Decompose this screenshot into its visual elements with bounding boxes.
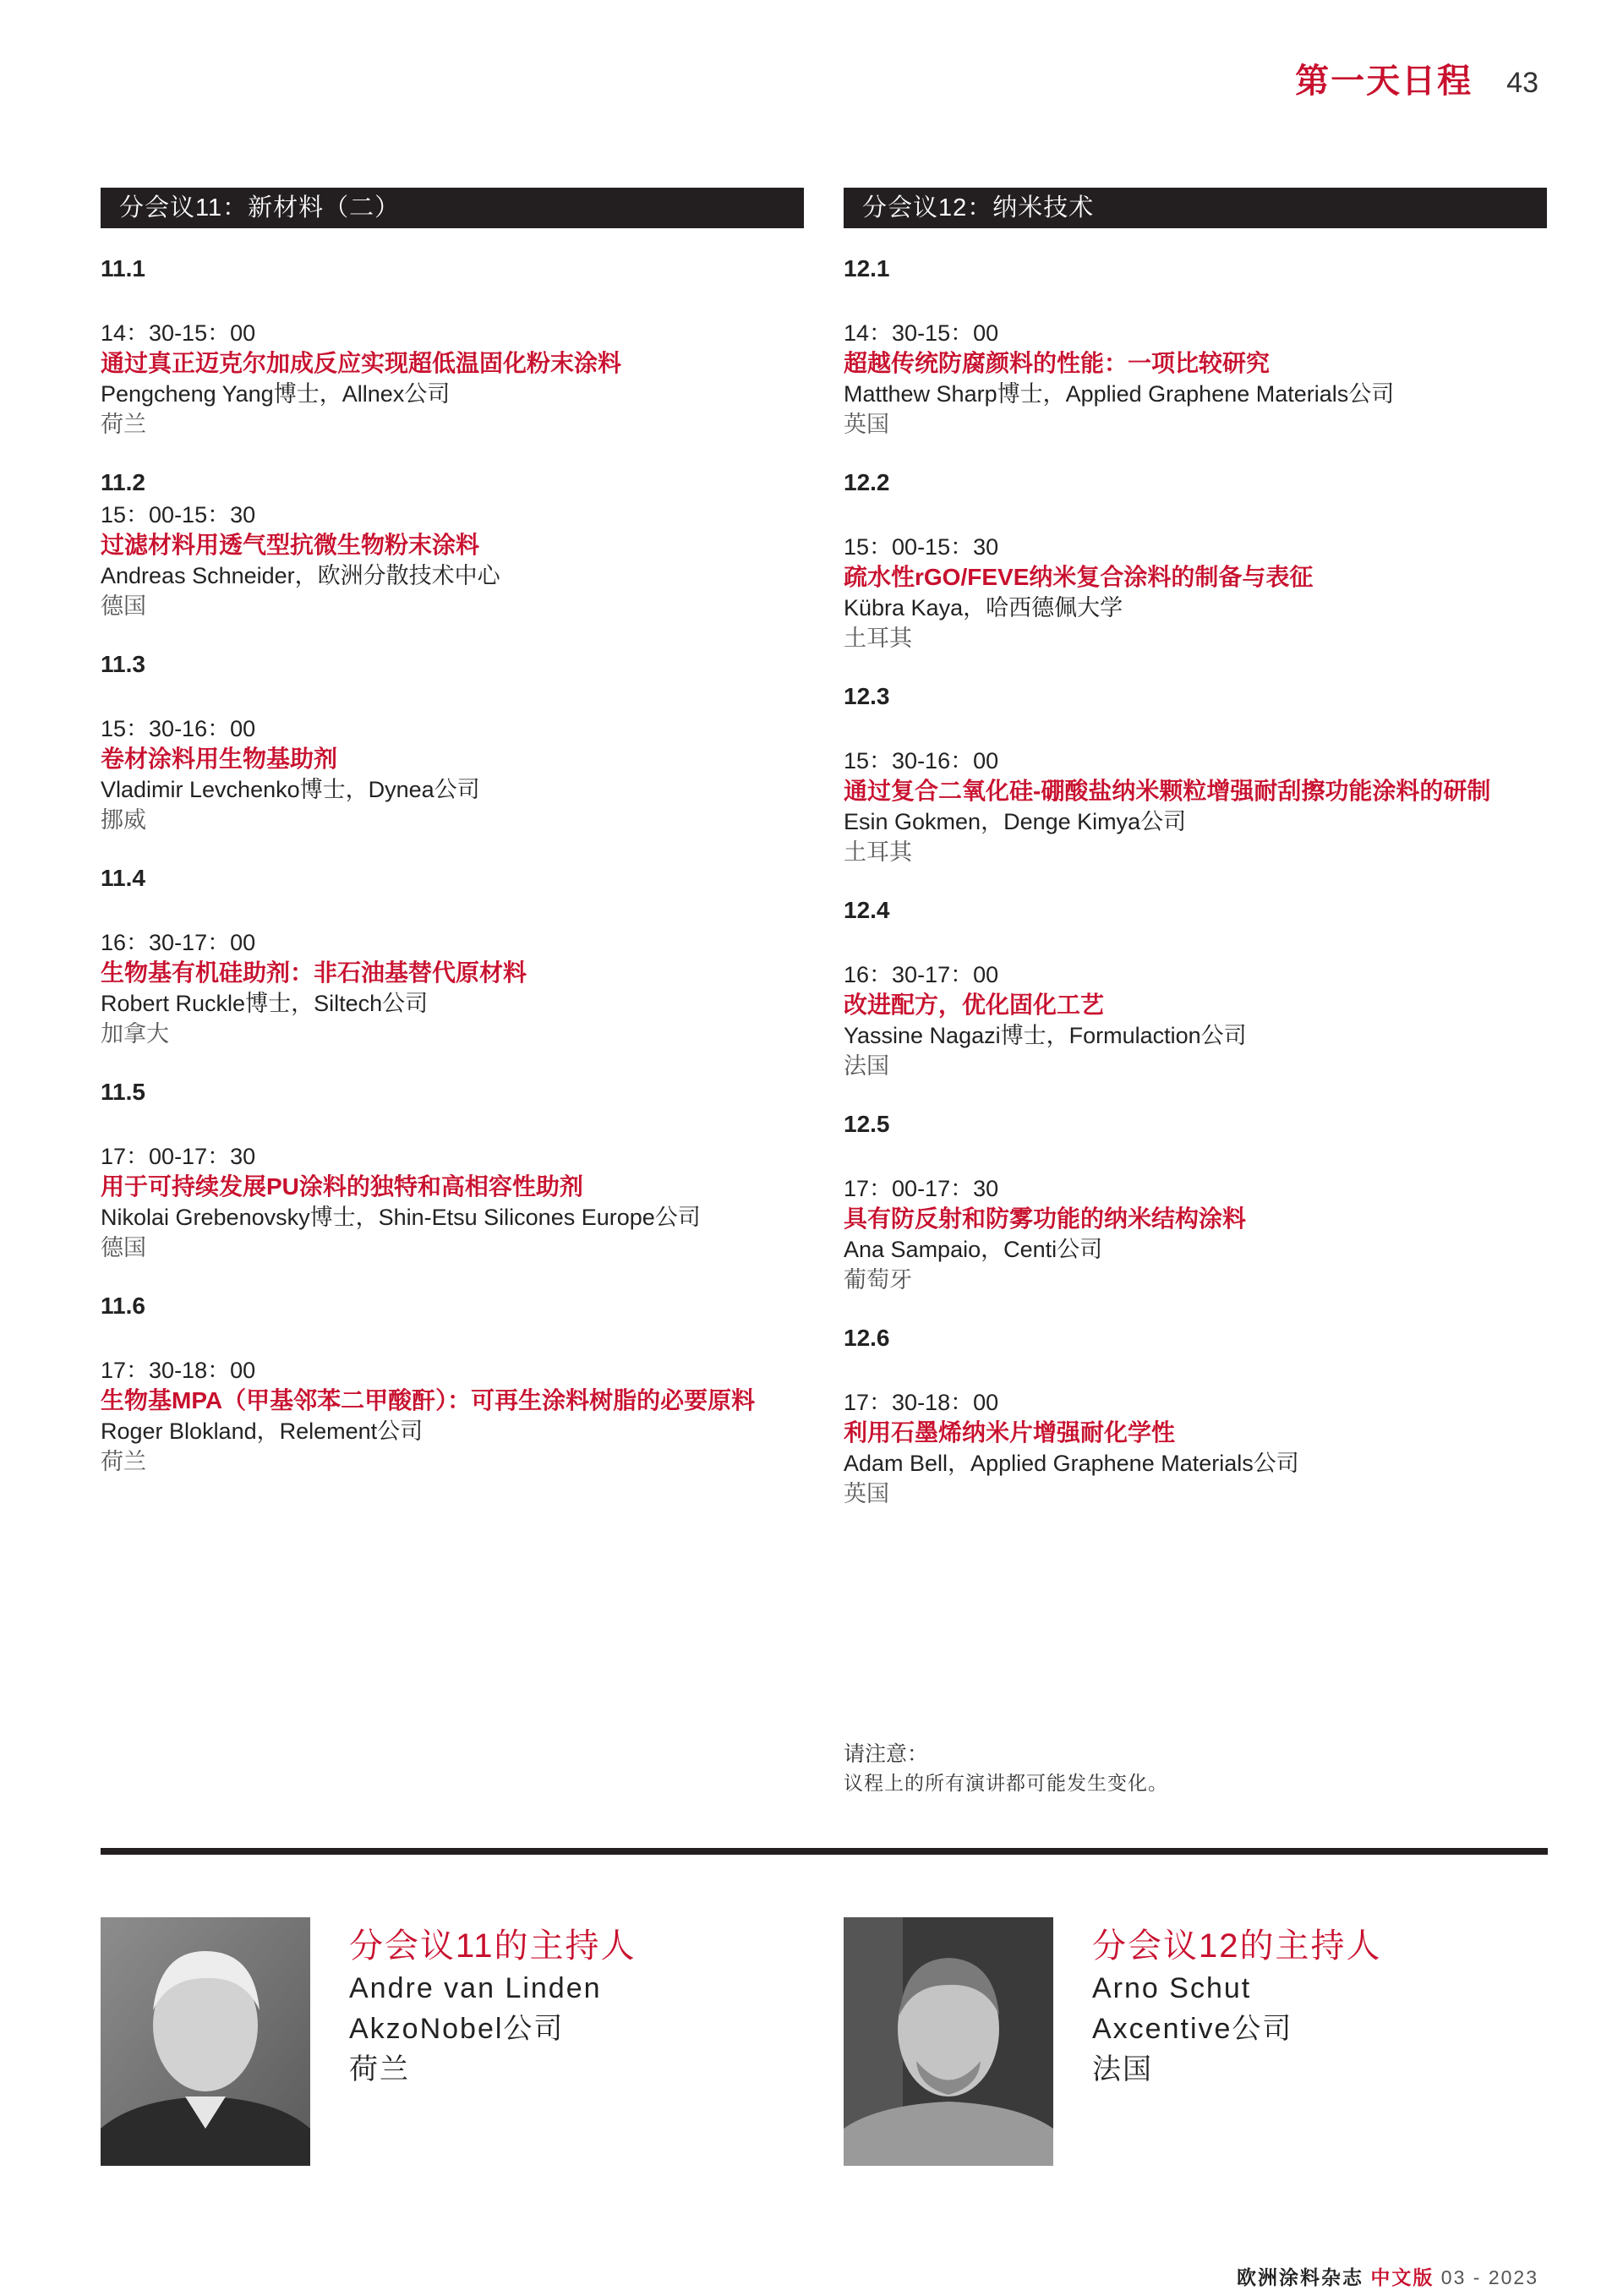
talk-item <box>844 681 1547 867</box>
page-title: 第一天日程 <box>1295 63 1473 100</box>
session-12-column <box>844 188 1547 1537</box>
talk-country: 英国 <box>844 412 889 437</box>
talk-time: 16：30-17：00 <box>844 962 999 987</box>
talk-time: 16：30-17：00 <box>101 930 256 955</box>
chair-heading: 分会议12的主持人 <box>1092 1927 1382 1965</box>
talk-speaker: Pengcheng Yang博士，Allnex公司 <box>101 381 451 407</box>
talk-country: 土耳其 <box>844 626 912 651</box>
talk-country: 加拿大 <box>101 1021 169 1047</box>
talk-country: 土耳其 <box>844 839 912 865</box>
talk-speaker: Esin Gokmen，Denge Kimya公司 <box>844 809 1187 834</box>
talk-country: 法国 <box>844 1053 889 1079</box>
talk-speaker: Nikolai Grebenovsky博士，Shin-Etsu Silicones Europe公司 <box>101 1205 701 1230</box>
talk-number: 11.3 <box>101 651 145 677</box>
talk-time: 15：00-15：30 <box>101 502 256 528</box>
talk-item <box>844 1323 1547 1509</box>
talk-time: 15：30-16：00 <box>844 748 999 774</box>
session-12-title: 分会议12：纳米技术 <box>844 188 1547 228</box>
talk-item <box>844 467 1547 653</box>
talk-number: 12.1 <box>844 255 890 282</box>
page-header <box>1295 54 1538 102</box>
talk-number: 11.6 <box>101 1293 145 1319</box>
chair-company: Axcentive公司 <box>1092 2013 1293 2045</box>
talk-title: 生物基有机硅助剂：非石油基替代原材料 <box>101 959 527 986</box>
talk-title: 具有防反射和防雾功能的纳米结构涂料 <box>844 1205 1247 1232</box>
chair-portrait-photo <box>844 1917 1053 2166</box>
talk-title: 利用石墨烯纳米片增强耐化学性 <box>844 1419 1176 1446</box>
talk-country: 英国 <box>844 1481 889 1506</box>
talk-number: 12.6 <box>844 1325 890 1351</box>
talk-item <box>101 649 804 835</box>
talk-speaker: Yassine Nagazi博士，Formulaction公司 <box>844 1023 1247 1048</box>
edition-label: 中文版 <box>1370 2266 1434 2288</box>
session-11-title: 分会议11：新材料（二） <box>101 188 804 228</box>
talk-item <box>101 254 804 440</box>
talk-title: 通过复合二氧化硅-硼酸盐纳米颗粒增强耐刮擦功能涂料的研制 <box>844 778 1491 804</box>
talk-speaker: Roger Blokland，Relement公司 <box>101 1419 424 1444</box>
chair-country: 荷兰 <box>349 2053 410 2086</box>
talk-speaker: Adam Bell，Applied Graphene Materials公司 <box>844 1451 1299 1476</box>
talk-item <box>844 1109 1547 1295</box>
section-divider <box>101 1848 1548 1855</box>
talk-item <box>101 1291 804 1477</box>
talk-title: 卷材涂料用生物基助剂 <box>101 746 338 772</box>
talk-title: 用于可持续发展PU涂料的独特和高相容性助剂 <box>101 1173 583 1200</box>
chair-heading: 分会议11的主持人 <box>349 1927 637 1965</box>
talk-speaker: Andreas Schneider，欧洲分散技术中心 <box>101 563 500 588</box>
talk-number: 11.4 <box>101 865 145 891</box>
talk-time: 17：30-18：00 <box>844 1390 999 1415</box>
talk-item <box>101 467 804 621</box>
issue-label: 03 - 2023 <box>1440 2266 1538 2288</box>
talk-time: 17：00-17：30 <box>844 1176 999 1201</box>
talk-title: 生物基MPA（甲基邻苯二甲酸酐）：可再生涂料树脂的必要原料 <box>101 1387 756 1413</box>
talk-title: 疏水性rGO/FEVE纳米复合涂料的制备与表征 <box>844 564 1314 590</box>
talk-country: 荷兰 <box>101 1449 146 1474</box>
session-12-chair <box>844 1917 1382 2166</box>
talk-number: 12.3 <box>844 683 890 709</box>
talk-number: 11.1 <box>101 255 145 282</box>
talk-country: 挪威 <box>101 807 146 833</box>
chair-country: 法国 <box>1092 2053 1153 2086</box>
talk-number: 12.5 <box>844 1111 890 1137</box>
talk-title: 超越传统防腐颜料的性能：一项比较研究 <box>844 350 1271 376</box>
talk-time: 14：30-15：00 <box>844 320 999 346</box>
talk-number: 11.5 <box>101 1079 145 1105</box>
talk-time: 14：30-15：00 <box>101 320 256 346</box>
note-text: 议程上的所有演讲都可能发生变化。 <box>844 1772 1168 1794</box>
page-number: 43 <box>1506 67 1538 99</box>
talk-country: 德国 <box>101 593 146 619</box>
chair-company: AkzoNobel公司 <box>349 2013 565 2045</box>
talk-title: 通过真正迈克尔加成反应实现超低温固化粉末涂料 <box>101 350 622 376</box>
talk-item <box>101 1077 804 1263</box>
talk-speaker: Matthew Sharp博士，Applied Graphene Materials公司 <box>844 381 1395 407</box>
talk-time: 15：00-15：30 <box>844 534 999 560</box>
chair-name: Arno Schut <box>1092 1972 1252 2004</box>
talk-speaker: Vladimir Levchenko博士，Dynea公司 <box>101 777 480 802</box>
talk-title: 过滤材料用透气型抗微生物粉末涂料 <box>101 532 480 558</box>
talk-item <box>844 895 1547 1081</box>
talk-number: 12.4 <box>844 897 890 923</box>
talk-country: 德国 <box>101 1235 146 1260</box>
magazine-name: 欧洲涂料杂志 <box>1237 2266 1364 2288</box>
talk-speaker: Ana Sampaio，Centi公司 <box>844 1237 1103 1262</box>
session-11-chair <box>101 1917 637 2166</box>
talk-speaker: Robert Ruckle博士，Siltech公司 <box>101 991 429 1016</box>
talk-number: 11.2 <box>101 469 145 495</box>
agenda-note <box>844 1740 1168 1797</box>
talk-number: 12.2 <box>844 469 890 495</box>
page-footer <box>1237 2262 1538 2290</box>
talk-country: 葡萄牙 <box>844 1267 912 1293</box>
talk-time: 15：30-16：00 <box>101 716 256 741</box>
talk-country: 荷兰 <box>101 412 146 437</box>
talk-title: 改进配方，优化固化工艺 <box>844 992 1105 1018</box>
talk-item <box>844 254 1547 440</box>
chair-name: Andre van Linden <box>349 1972 602 2004</box>
session-11-column <box>101 188 804 1505</box>
chair-portrait-photo <box>101 1917 310 2166</box>
talk-item <box>101 863 804 1049</box>
talk-speaker: Kübra Kaya，哈西德佩大学 <box>844 595 1123 620</box>
talk-time: 17：00-17：30 <box>101 1144 256 1169</box>
note-label: 请注意： <box>844 1742 929 1766</box>
talk-time: 17：30-18：00 <box>101 1358 256 1383</box>
